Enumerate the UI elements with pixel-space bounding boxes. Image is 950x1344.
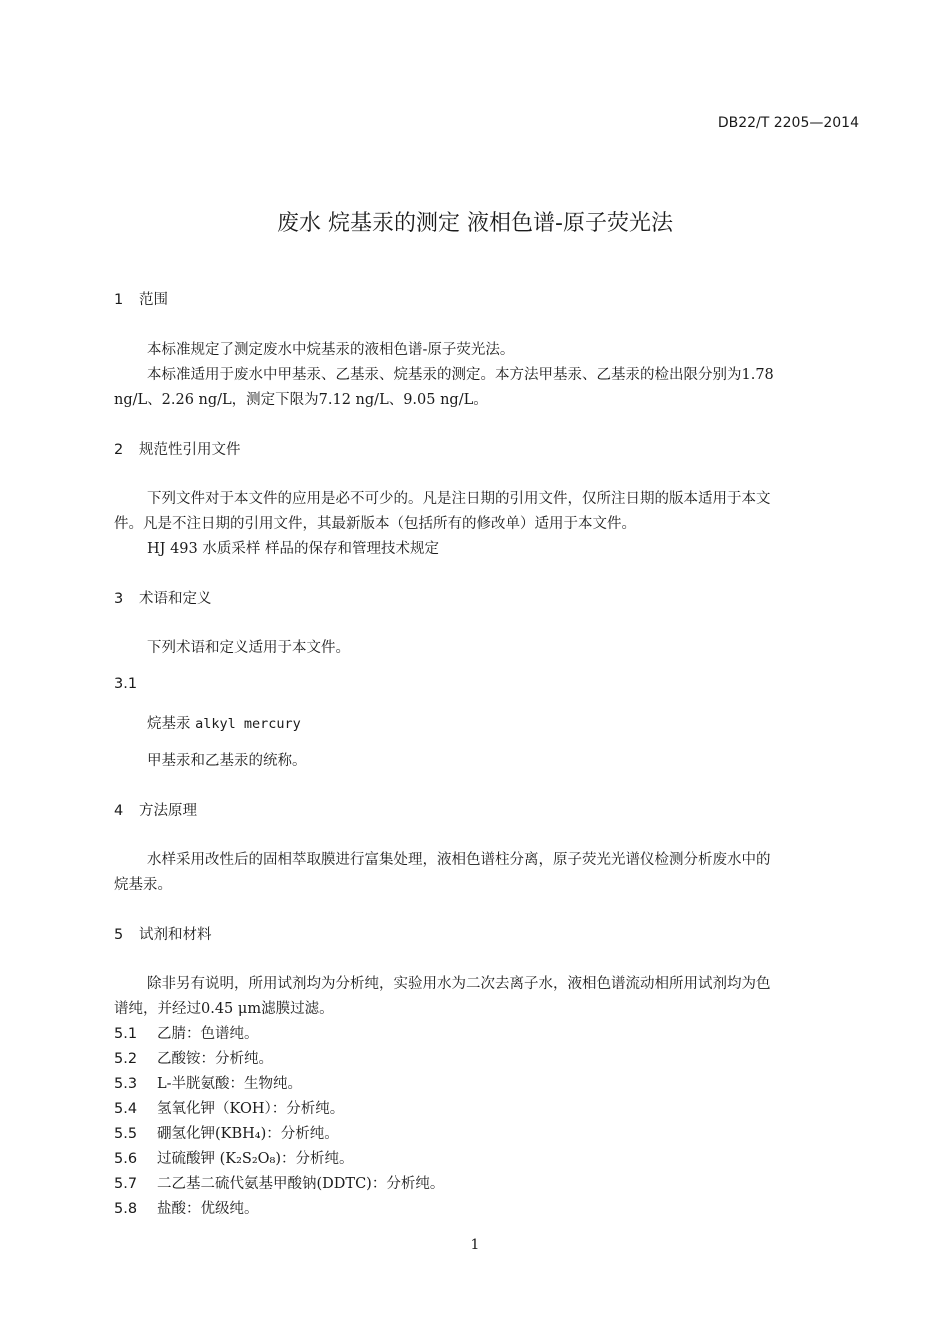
reagent-item [114,1072,302,1093]
reagent-item [114,1047,273,1068]
section-heading-2 [114,438,241,459]
section-heading-4 [114,799,197,820]
item-text: 盐酸：优级纯。 [157,1201,259,1217]
section-heading-1 [114,288,168,309]
document-title: 废水 烷基汞的测定 液相色谱-原子荧光法 [277,211,673,236]
paragraph: 本标准适用于废水中甲基汞、乙基汞、烷基汞的测定。本方法甲基汞、乙基汞的检出限分别为1.78 [147,367,774,383]
item-number: 5.8 [114,1201,138,1217]
paragraph-continuation: ng/L、2.26 ng/L，测定下限为7.12 ng/L、9.05 ng/L。 [114,392,488,408]
normative-reference: HJ 493 水质采样 样品的保存和管理技术规定 [147,541,439,557]
term-entry [147,712,301,733]
paragraph: 下列文件对于本文件的应用是必不可少的。凡是注日期的引用文件，仅所注日期的版本适用于本文 [147,491,771,507]
item-number: 5.5 [114,1126,138,1142]
section-heading-5 [114,923,212,944]
paragraph-continuation: 谱纯，并经过0.45 μm滤膜过滤。 [114,1001,334,1017]
item-number: 5.4 [114,1101,138,1117]
item-number: 5.7 [114,1176,138,1192]
section-number: 4 [114,803,124,819]
reagent-item [114,1122,339,1143]
paragraph: 本标准规定了测定废水中烷基汞的液相色谱-原子荧光法。 [147,342,515,358]
paragraph: 除非另有说明，所用试剂均为分析纯，实验用水为二次去离子水，液相色谱流动相所用试剂均为色 [147,976,771,992]
item-text: 氢氧化钾（KOH）：分析纯。 [157,1101,345,1117]
item-text: 硼氢化钾(KBH₄)：分析纯。 [157,1126,339,1142]
section-heading-3 [114,587,212,608]
term-definition: 甲基汞和乙基汞的统称。 [147,753,307,769]
item-number: 5.2 [114,1051,138,1067]
section-title: 方法原理 [139,803,197,819]
item-number: 5.6 [114,1151,138,1167]
term-english: alkyl mercury [195,716,301,732]
standard-number: DB22/T 2205—2014 [717,115,859,131]
item-text: L-半胱氨酸：生物纯。 [157,1076,303,1092]
section-number: 3 [114,591,124,607]
paragraph-continuation: 烷基汞。 [114,877,172,893]
section-title: 范围 [139,292,168,308]
term-chinese: 烷基汞 [147,716,191,732]
section-title: 规范性引用文件 [139,442,241,458]
reagent-item [114,1022,259,1043]
section-number: 2 [114,442,124,458]
paragraph: 下列术语和定义适用于本文件。 [147,640,350,656]
section-number: 1 [114,292,124,308]
paragraph: 水样采用改性后的固相萃取膜进行富集处理，液相色谱柱分离，原子荧光光谱仪检测分析废水中的 [147,852,771,868]
item-number: 5.1 [114,1026,138,1042]
item-text: 乙酸铵：分析纯。 [157,1051,273,1067]
paragraph-continuation: 件。凡是不注日期的引用文件，其最新版本（包括所有的修改单）适用于本文件。 [114,516,636,532]
item-text: 乙腈：色谱纯。 [157,1026,259,1042]
item-text: 过硫酸钾 (K₂S₂O₈)：分析纯。 [157,1151,354,1167]
item-number: 5.3 [114,1076,138,1092]
section-title: 术语和定义 [139,591,212,607]
page-number: 1 [470,1237,480,1253]
section-title: 试剂和材料 [139,927,212,943]
item-text: 二乙基二硫代氨基甲酸钠(DDTC)：分析纯。 [157,1176,445,1192]
reagent-item [114,1172,444,1193]
reagent-item [114,1197,259,1218]
section-number: 5 [114,927,124,943]
reagent-item [114,1147,354,1168]
reagent-item [114,1097,344,1118]
subsection-number: 3.1 [114,676,138,692]
